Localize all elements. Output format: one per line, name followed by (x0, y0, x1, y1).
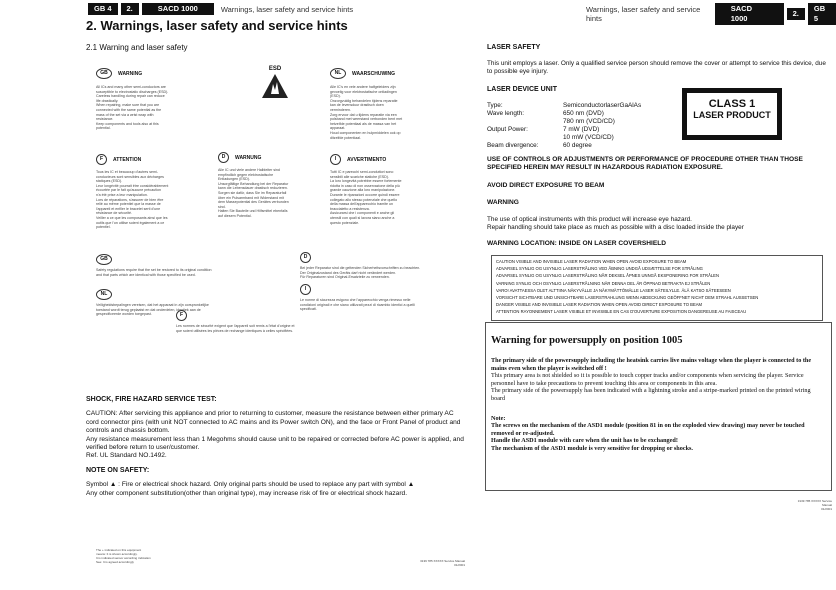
avoid-exposure: AVOID DIRECT EXPOSURE TO BEAM (487, 182, 605, 189)
controls-warning: USE OF CONTROLS OR ADJUSTMENTS OR PERFORMANCE OF PROCEDURE OTHER THAN THOSE SPECIFIED HEREIN MAY RESULT IN HAZARDOUS RADIATION EXPOSURE. (487, 156, 803, 171)
warning-label: AVVERTIMENTO (347, 156, 387, 163)
safety-text: Veiligheidsbepalingen vereisen, dat het apparaat in zijn oorspronkelijke toestand wordt terug geplaatst en dat onderdelen, identiek aan de gespecificeerde worden toegepast. (96, 303, 209, 317)
page-title: 2. Warnings, laser safety and service hints (86, 18, 348, 33)
safety-f (176, 303, 376, 333)
coversheild-label (491, 255, 823, 321)
label-lines (496, 258, 818, 316)
power-p3: The primary side of the powersupply has been indicated with a lightning stroke and a stripe-marked printed on the printed wiring board (491, 387, 811, 402)
note-3: The mechanism of the ASD1 module is very sensitive for dropping or shocks. (491, 444, 693, 452)
class-line-1: CLASS 1 (708, 98, 756, 110)
label-line: ADVARSEL SYNLIG OG USYNLIG LASERSTRÅLING VED ÅBNING UNDGÅ UDSÆTTELSE FOR STRÅLING (496, 266, 703, 272)
lang-badge: D (218, 152, 229, 163)
class1-label (682, 88, 782, 140)
spec-row: 10 mW (VCD/CD) (563, 134, 614, 141)
lang-badge: I (330, 154, 341, 165)
laser-safety-title: LASER SAFETY (487, 44, 541, 51)
label-line: VARNING SYNLIG OCH OSYNLIG LASERSTRÅLNING NÄR DENNA DEL ÄR ÖPPNAD BETRAKTA EJ STRÅLEN (496, 280, 711, 286)
label-line: ADVARSEL SYNLIG OG USYNLIG LASERSTRÅLING NÅR DEKSEL ÅPNES UNNGÅ EKSPONERING FOR STRÅLEN (496, 273, 720, 279)
warning-heading: WARNING (487, 199, 519, 206)
header-left (88, 3, 357, 15)
warning-text: Tutti IC e parecchi semi-conduttori sono sensibili alle scariche statiche (ESD). La loro longevità potrebbe essere fortemente ridotta in caso di non osservazione della più grande cauzione alla loro manipolazione. Durante le riparazioni occorre quindi essere collegato allo stesso potenziale che quello della massa dell'apparecchio tramite un braccialetto a resistenza. Assicurarsi che i componenti e anche gli utensili con quali si lavora siano anche a questo potenziale. (330, 170, 402, 225)
esd-hand-icon (260, 72, 290, 100)
footer-ref: 3139 785 XXXXX Service Manual 01/2001 (420, 559, 465, 567)
class-line-2: LASER PRODUCT (693, 110, 771, 120)
shock-body-2: Any resistance measurement less than 1 Megohms should cause unit to be repaired or corrected before AC power is applied, and verified before return to user/customer. (86, 435, 464, 452)
warning-text: Alle IC und viele andere Halbleiter sind empfindlich gegen elektrostatische Entladungen (ESD). Unsorgfältige Behandlung bei der Reparatur kann die Lebensdauer drastisch reduzieren. Sorgen sie dafür, dass Sie im Reparaturfall über ein Pulsarmband mit Widerstand mit dem Massepotential des Gerätes verbunden sind. Halten Sie Bauteile und Hilfsmittel ebenfalls auf diesem Potential. (218, 168, 289, 218)
safety-text: Safety regulations require that the set be restored to its original condition and that parts which are identical with those specified be used. (96, 268, 212, 277)
warning-f (96, 154, 226, 230)
laser-intro: This unit employs a laser. Only a qualified service person should remove the cover or attempt to service this device, due to possible eye injury. (487, 60, 826, 75)
warning-body-1: The use of optical instruments with this product will increase eye hazard. (487, 216, 692, 223)
esd-symbol (252, 66, 298, 105)
powersupply-body (491, 357, 825, 453)
chapter-chip: 2. (121, 3, 139, 15)
note-2: Handle the ASD1 module with care when the unit has to be exchanged! (491, 437, 678, 445)
header-title: Warnings, laser safety and service hints (586, 5, 701, 23)
label-line: DANGER VISIBLE AND INVISIBLE LASER RADIATION WHEN OPEN AVOID DIRECT EXPOSURE TO BEAM (496, 302, 703, 308)
warning-text: All ICs and many other semi-conductors are susceptible to electrostatic discharges (ESD). Careless handling during repair can reduce life drastically. When repairing, make sure that you are connected with the same potential as the mass of the set via a wrist wrap with resistance. Keep components and tools also at this potential. (96, 85, 169, 131)
powersupply-title: Warning for powersupply on position 1005 (491, 335, 683, 346)
label-line: ATTENTION RAYONNEMENT LASER VISIBLE ET INVISIBLE EN CAS D'OUVERTURE EXPOSITION DANGEREUSE AU FAISCEAU (496, 309, 747, 315)
safety-text: Les normes de sécurité exigent que l'appareil soit remis a l'état d'origine et que soient utilisées les pièces de rechange identiques à celles spécifiées. (176, 324, 295, 333)
warning-label: WARNUNG (235, 154, 262, 161)
model-chip: SACD 1000 (142, 3, 214, 15)
warning-d (218, 152, 326, 219)
lang-badge: NL (96, 289, 112, 300)
lang-badge: I (300, 284, 311, 295)
safety-gb (96, 247, 286, 277)
footer-note: The + indicated on this equipment means: It is shown accordingly. It is indicated sensor according indication See: It is agreed accordingly (96, 548, 151, 564)
header-title: Warnings, laser safety and service hints (220, 4, 354, 14)
note-1: The screws on the mechanism of the ASD1 module (position 81 in on the exploded view drawing) may never be touched removed or re-adjusted. (491, 422, 805, 437)
section-subtitle: 2.1 Warning and laser safety (86, 43, 188, 52)
warning-nl (330, 68, 450, 140)
label-line: VARO! AVATTAESSA OLET ALTTIINA NÄKYVÄLLE JA NÄKYMÄTTÖMÄLLE LASER SÄTEILYLLE. ÄLÄ KATSO SÄTEESEEN (496, 287, 731, 293)
warning-label: ATTENTION (113, 156, 142, 163)
chapter-chip: 2. (787, 8, 805, 20)
shock-body: CAUTION: After servicing this appliance and prior to returning to customer, measure the resistance between either primary AC cord connector pins (with unit NOT connected to AC mains and its Power switch ON), and the face or Front Panel of product and controls and chassis bottom. (86, 410, 461, 435)
spec-row: Type: SemiconductorlaserGaAlAs (487, 102, 642, 109)
label-line: VORSICHT SICHTBARE UND UNSICHTBARE LASERSTRAHLUNG WENN ABDECKUNG GEÖFFNET NICHT DEM STRAHL AUSSETSEN (496, 295, 759, 301)
note-heading: Note: (491, 414, 506, 422)
lang-badge: F (96, 154, 107, 165)
note-body: Symbol ▲ : Fire or electrical shock hazard. Only original parts should be used to replace any part with symbol ▲ (86, 481, 415, 489)
warning-location: WARNING LOCATION: INSIDE ON LASER COVERSHIELD (487, 240, 667, 247)
model-chip: SACD 1000 (715, 3, 784, 25)
label-line: CAUTION VISIBLE AND INVISIBLE LASER RADIATION WHEN OPEN AVOID EXPOSURE TO BEAM (496, 259, 687, 264)
lang-badge: F (176, 310, 187, 321)
warning-gb (96, 68, 236, 131)
warning-body-2: Repair handling should take place as much as possible with a disc loaded inside the player (487, 224, 744, 231)
powersupply-box (485, 322, 832, 491)
lang-badge: NL (330, 68, 346, 79)
power-p1: The primary side of the powersupply including the heatsink carries live mains voltage when the player is connected to the mains even when the player is switched off ! (491, 357, 812, 372)
warning-label: WAARSCHUWING (352, 70, 396, 77)
spec-row: Wave length: 650 nm (DVD) (487, 110, 604, 117)
note-body-2: Any other component substitution(other than original type), may increase risk of fire or electrical shock hazard. (86, 489, 408, 497)
warning-text: Alle IC's en vele andere halfgeleiders zijn gevoelig voor elektrostatische ontladingen (ESD). Onzorgvuldig behandelen tijdens reparatie kan de levensduur drastisch doen verminderen. Zorg ervoor dat u tijdens reparatie via een polsband met weerstand verbonden bent met hetzelfde potentiaal als de massa van het apparaat. Houd componenten en hulpmiddelen ook op ditzelfde potentiaal. (330, 85, 403, 140)
esd-label: ESD (268, 66, 282, 72)
warning-text: Tous les IC et beaucoup d'autres semi- conducteurs sont sensibles aux décharges statiques (ESD). Leur longévité pourrait être considérablement écourtée par le fait qu'aucune précaution n'a été prise a leur manipulation. Lors de réparations, s'assurer de bien être relié au même potentiel que la masse de l'appareil et enfiler le bracelet serti d'une résistance de sécurité. Veiller a ce que les composants ainsi que les outils que l'on utilise soient également a ce potentiel. (96, 170, 169, 230)
spec-row: Output Power: 7 mW (DVD) (487, 126, 600, 133)
laser-unit-title: LASER DEVICE UNIT (487, 86, 558, 93)
page-chip: GB 5 (808, 3, 836, 25)
page-chip: GB 4 (88, 3, 118, 15)
shock-title: SHOCK, FIRE HAZARD SERVICE TEST: (86, 396, 217, 403)
lang-badge: GB (96, 68, 112, 79)
note-title: NOTE ON SAFETY: (86, 466, 150, 474)
footer-ref: 3139 785 XXXXX Service Manual 01/2001 (797, 499, 832, 511)
warning-i (330, 154, 450, 225)
power-p2: This primary area is not shielded so it is possible to touch copper tracks and/or components when servicing the player. Service personnel have to take precautions to prevent touching this area or components in this area. (491, 372, 804, 387)
safety-text: Bei jeder Reparatur sind die geltenden Sicherheitsvorschriften zu beachten. Der Originalzustand des Geräts darf nicht verändert werden. Für Reparaturen sind Original-Ersatzteile zu verwenden. (300, 266, 421, 280)
shock-section (86, 396, 466, 498)
lang-badge: D (300, 252, 311, 263)
safety-d (300, 245, 460, 280)
safety-text: Le norme di sicurezza esigono che l'apparecchio venga rimesso nelle condizioni originali e che siano utilizzati pezzi di ricambio identici a quelli specificati. (300, 298, 415, 312)
spec-row: Beam divergence: 60 degree (487, 142, 592, 149)
laser-spec-table (487, 102, 687, 150)
warning-label: WARNING (118, 70, 143, 77)
shock-ref: Ref. UL Standard NO.1492. (86, 452, 167, 460)
spec-row: 780 nm (VCD/CD) (563, 118, 615, 125)
lang-badge: GB (96, 254, 112, 265)
header-right (582, 3, 836, 25)
